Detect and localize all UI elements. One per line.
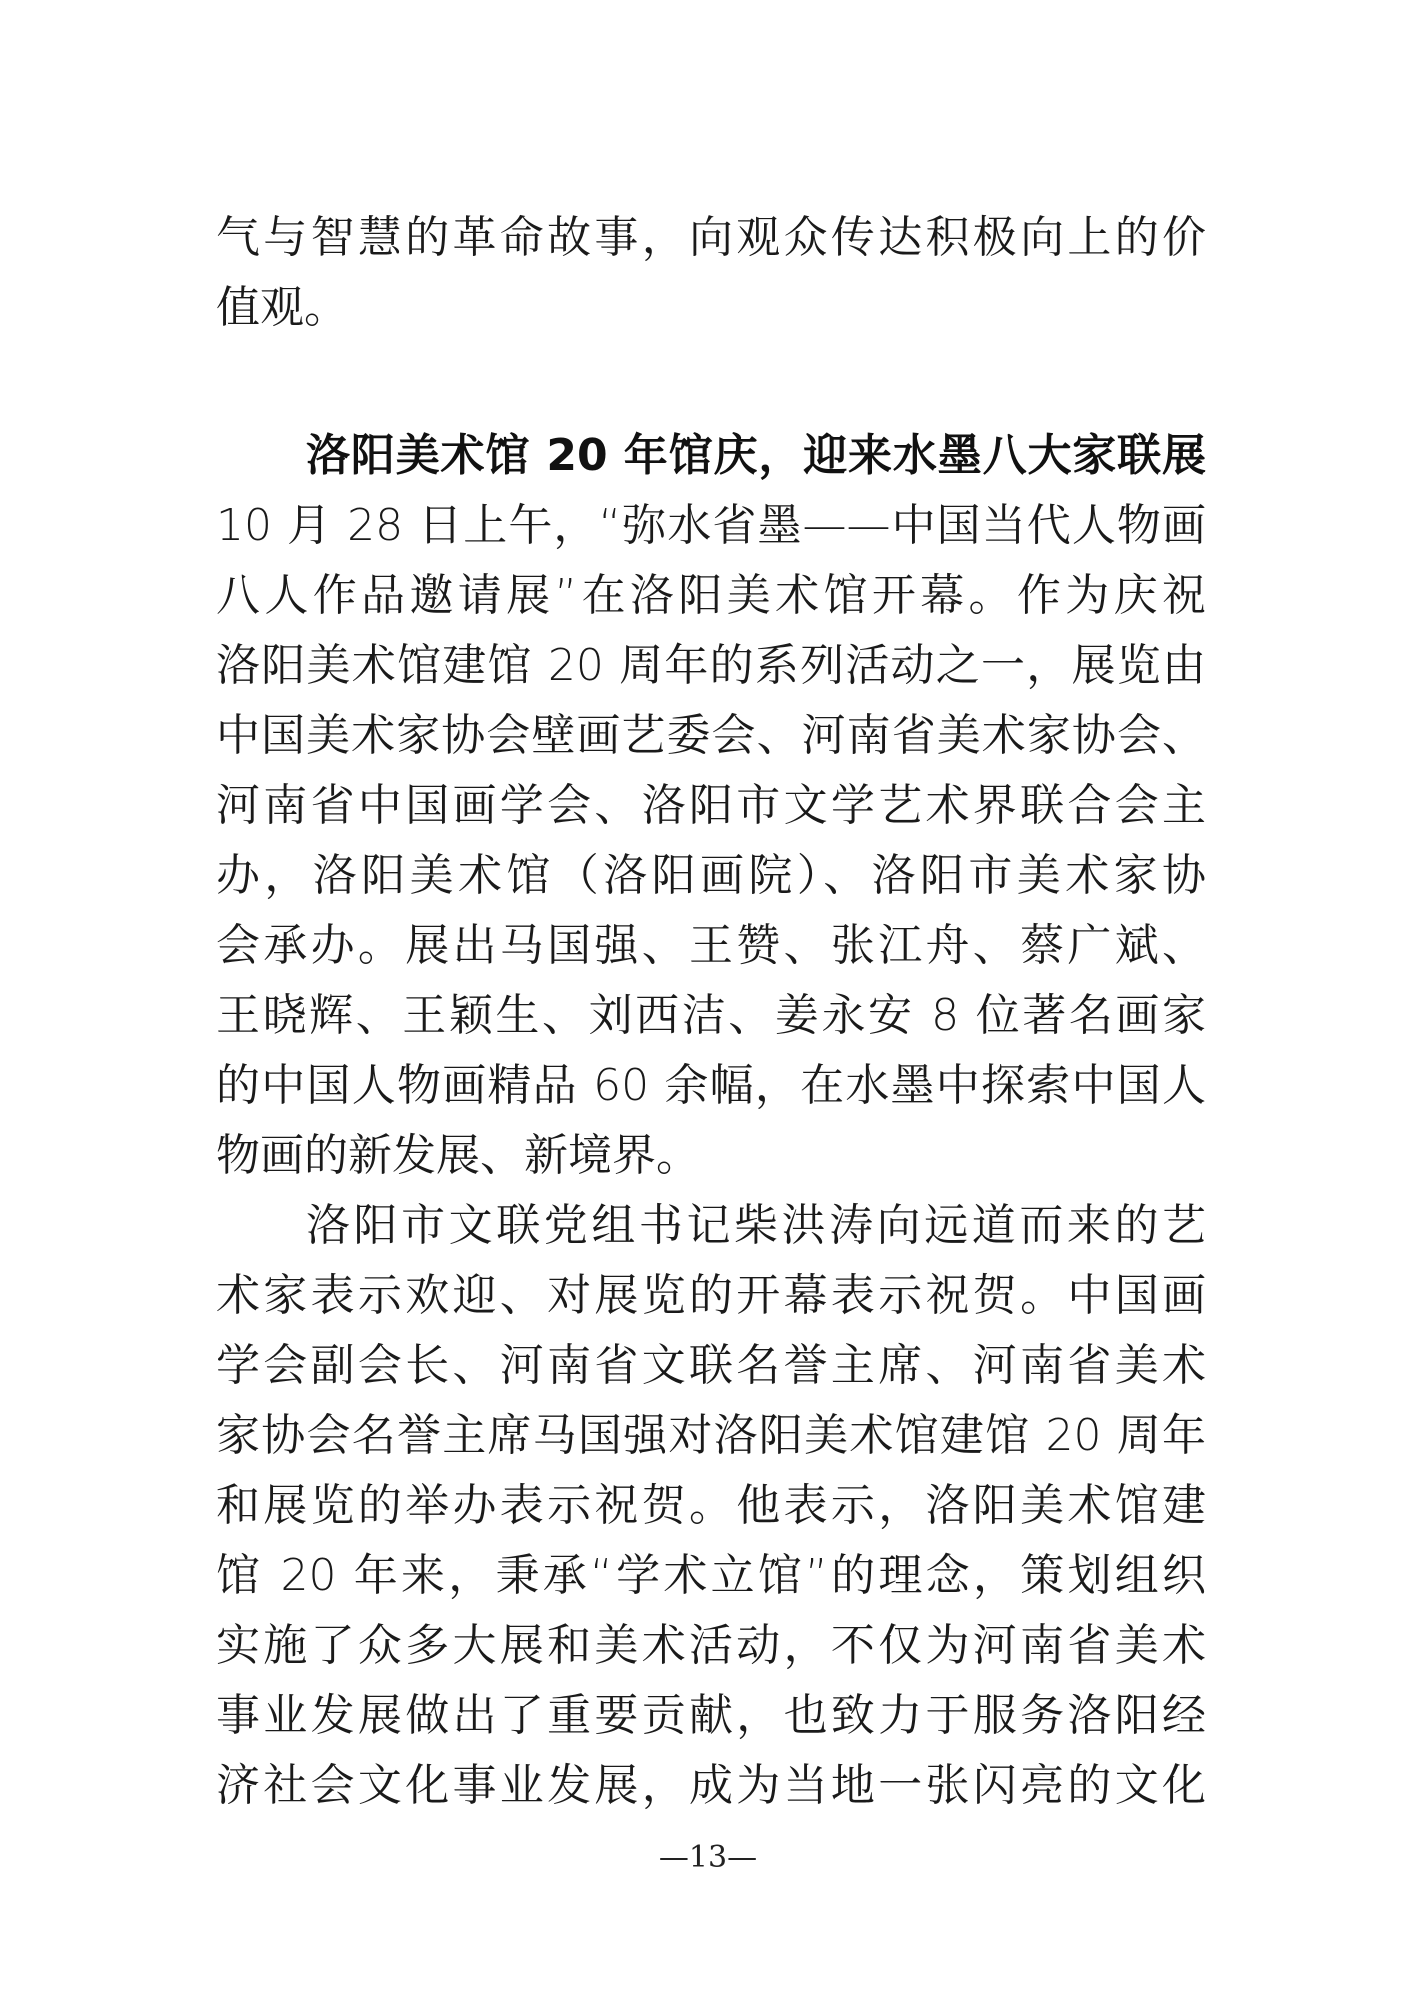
p2-line-6: 馆 20 年来，秉承“学术立馆”的理念，策划组织: [216, 1550, 1206, 1601]
p1-line-10: 物画的新发展、新境界。: [216, 1130, 700, 1181]
p1-line-8: 王晓辉、王颖生、刘西洁、姜永安 8 位著名画家: [216, 990, 1206, 1041]
p2-line-3: 学会副会长、河南省文联名誉主席、河南省美术: [216, 1340, 1206, 1391]
p1-line-4: 中国美术家协会壁画艺委会、河南省美术家协会、: [216, 710, 1206, 761]
p1-line-6: 办，洛阳美术馆（洛阳画院）、洛阳市美术家协: [216, 850, 1206, 901]
p2-line-8: 事业发展做出了重要贡献，也致力于服务洛阳经: [216, 1690, 1206, 1741]
p2-line-9: 济社会文化事业发展，成为当地一张闪亮的文化: [216, 1760, 1206, 1811]
p2-line-7: 实施了众多大展和美术活动，不仅为河南省美术: [216, 1620, 1206, 1671]
intro-line-1: 气与智慧的革命故事，向观众传达积极向上的价: [216, 212, 1206, 263]
article-heading: 洛阳美术馆 20 年馆庆，迎来水墨八大家联展: [306, 430, 1206, 481]
intro-line-2: 值观。: [216, 282, 348, 333]
p1-line-9: 的中国人物画精品 60 余幅，在水墨中探索中国人: [216, 1060, 1206, 1111]
p1-line-5: 河南省中国画学会、洛阳市文学艺术界联合会主: [216, 780, 1206, 831]
p1-line-1: 10 月 28 日上午，“弥水省墨——中国当代人物画: [216, 500, 1206, 551]
page-number: —13—: [658, 1840, 758, 1875]
p1-line-7: 会承办。展出马国强、王赞、张江舟、蔡广斌、: [216, 920, 1206, 971]
p2-line-2: 术家表示欢迎、对展览的开幕表示祝贺。中国画: [216, 1270, 1206, 1321]
p1-line-3: 洛阳美术馆建馆 20 周年的系列活动之一，展览由: [216, 640, 1206, 691]
p1-line-2: 八人作品邀请展”在洛阳美术馆开幕。作为庆祝: [216, 570, 1206, 621]
p2-line-5: 和展览的举办表示祝贺。他表示，洛阳美术馆建: [216, 1480, 1206, 1531]
p2-line-1: 洛阳市文联党组书记柴洪涛向远道而来的艺: [306, 1200, 1206, 1251]
p2-line-4: 家协会名誉主席马国强对洛阳美术馆建馆 20 周年: [216, 1410, 1206, 1461]
